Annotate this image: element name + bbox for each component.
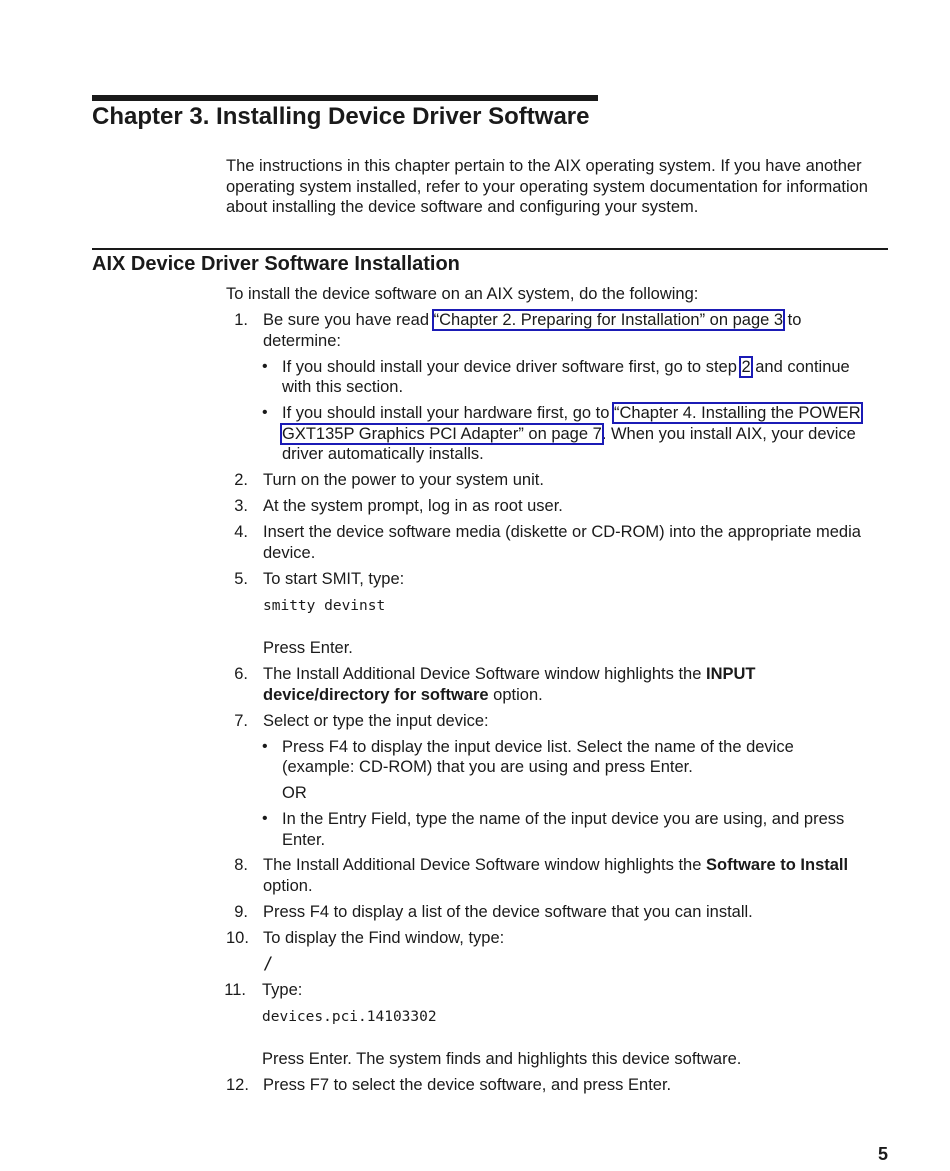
step-text: Be sure you have read [263,311,434,329]
step-number: 9. [234,903,248,921]
step-10-text: To display the Find window, type: [263,929,505,947]
link-step-2[interactable]: 2 [741,358,751,376]
step-4-line-1: Insert the device software media (diskette or CD-ROM) into the appropriate media [263,523,861,541]
step-8-line-1 [263,855,848,876]
step-7-text: Select or type the input device: [263,712,489,730]
section-rule [92,248,888,250]
step-7-bullet-1-line-2: (example: CD-ROM) that you are using and press Enter. [282,758,693,776]
step-text: option. [488,686,543,704]
option-name: device/directory for software [263,686,489,704]
step-7-bullet-1-line-1: Press F4 to display the input device list. Select the name of the device [282,738,794,756]
step-5-after: Press Enter. [263,639,353,657]
step-number: 11. [224,981,246,999]
option-name: Software to Install [706,856,849,874]
step-1-bullet-1-line-1 [282,357,850,378]
step-number: 2. [234,471,248,489]
step-number: 10. [226,929,249,947]
step-6-line-1 [263,664,756,685]
bullet-icon: • [262,738,268,755]
step-number: 4. [234,523,248,541]
link-chapter-4-cont[interactable]: GXT135P Graphics PCI Adapter” on page 7 [282,425,602,443]
step-2-text: Turn on the power to your system unit. [263,471,544,489]
step-number: 6. [234,665,248,683]
bullet-icon: • [262,358,268,375]
step-number: 8. [234,856,248,874]
step-7-bullet-2-line-1: In the Entry Field, type the name of the input device you are using, and press [282,810,845,828]
page-number: 5 [877,1144,888,1164]
step-4-line-2: device. [263,544,316,562]
step-1-line-1 [263,310,801,331]
step-6-line-2 [263,685,543,706]
step-text: and continue [750,358,850,376]
step-11-after: Press Enter. The system finds and highlights this device software. [262,1050,742,1068]
step-number: 12. [226,1076,249,1094]
step-7-or: OR [282,784,307,802]
section-lead: To install the device software on an AIX system, do the following: [226,285,699,303]
step-9-text: Press F4 to display a list of the device software that you can install. [263,903,753,921]
bullet-icon: • [262,404,268,421]
chapter-rule [92,95,598,101]
step-number: 3. [234,497,248,515]
chapter-intro: The instructions in this chapter pertain to the AIX operating system. If you have another operating system installed, refer to your operating system documentation for information about installing the device software and configuring your system. [226,157,868,216]
code-devices-pci: devices.pci.14103302 [262,1009,437,1025]
step-7-bullet-2-line-2: Enter. [282,831,326,849]
step-12-text: Press F7 to select the device software, and press Enter. [263,1076,672,1094]
step-text: to [783,311,802,329]
step-number: 7. [234,712,248,730]
step-11-text: Type: [262,981,303,999]
step-5-text: To start SMIT, type: [263,570,405,588]
step-text: . When you install AIX, your device [601,425,856,443]
link-chapter-2[interactable]: “Chapter 2. Preparing for Installation” on page 3 [433,311,784,329]
step-text: The Install Additional Device Software window highlights the [263,665,706,683]
code-smitty-devinst: smitty devinst [263,598,386,614]
step-text: The Install Additional Device Software window highlights the [263,856,706,874]
step-1-bullet-2-line-3: driver automatically installs. [282,445,484,463]
step-1-line-2: determine: [263,332,341,350]
step-text: If you should install your device driver software first, go to step [282,358,742,376]
link-chapter-4[interactable]: “Chapter 4. Installing the POWER [614,404,861,422]
step-number: 1. [234,311,248,329]
chapter-title: Chapter 3. Installing Device Driver Software [92,103,590,130]
step-1-bullet-2-line-1 [282,403,861,424]
section-title: AIX Device Driver Software Installation [92,253,460,275]
bullet-icon: • [262,810,268,827]
code-slash: / [263,954,274,974]
step-1-bullet-2-line-2 [282,424,856,445]
option-name: INPUT [706,665,756,683]
step-8-line-2: option. [263,877,313,895]
step-1-bullet-1-line-2: with this section. [282,378,404,396]
step-text: If you should install your hardware first, go to [282,404,614,422]
step-number: 5. [234,570,248,588]
step-3-text: At the system prompt, log in as root user. [263,497,563,515]
